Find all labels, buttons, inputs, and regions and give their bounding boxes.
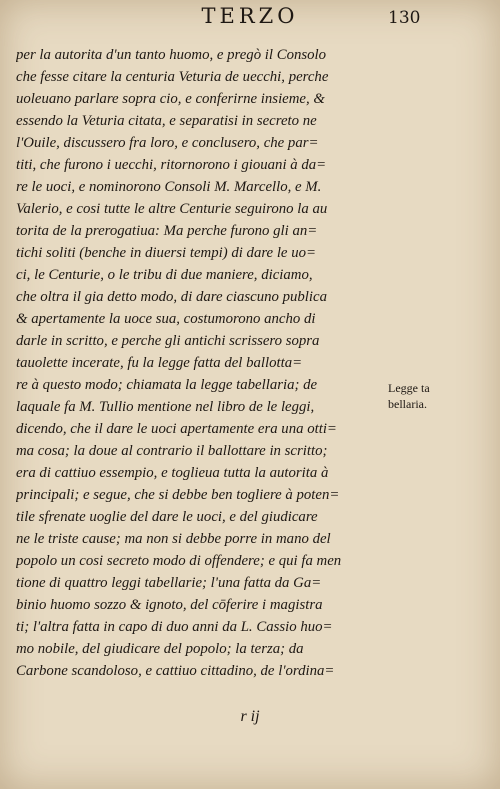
text-line: binio huomo sozzo & ignoto, del cōferire i magistra (16, 597, 323, 613)
text-line: popolo un cosi secreto modo di offendere; e qui fa men (16, 553, 342, 569)
text-line: re le uoci, e nominorono Consoli M. Marcello, e M. (16, 179, 322, 195)
text-line: tile sfrenate uoglie del dare le uoci, e del giudicare (16, 509, 318, 525)
margin-note (388, 380, 496, 412)
text-line: tichi soliti (benche in diuersi tempi) di dare le uo= (16, 245, 316, 261)
text-line: darle in scritto, e perche gli antichi scrissero sopra (16, 333, 320, 349)
text-line: tione di quattro leggi tabellarie; l'una fatta da Ga= (16, 575, 322, 591)
text-line: tauolette incerate, fu la legge fatta del ballotta= (16, 355, 303, 371)
page-number: 130 (388, 8, 421, 28)
text-line: ti; l'altra fatta in capo di duo anni da L. Cassio huo= (16, 619, 333, 635)
margin-note-line: bellaria. (388, 397, 427, 411)
body-text (16, 44, 386, 682)
running-head: TERZO (201, 4, 299, 28)
text-line: Valerio, e cosi tutte le altre Centurie seguirono la au (16, 201, 328, 217)
text-line: che oltra il gia detto modo, di dare ciascuno publica (16, 289, 327, 305)
text-line: ci, le Centurie, o le tribu di due maniere, diciamo, (16, 267, 313, 283)
text-line: ne le triste cause; ma non si debbe porre in mano del (16, 531, 331, 547)
text-line: re à questo modo; chiamata la legge tabellaria; de (16, 377, 318, 393)
signature-mark: r ij (240, 708, 260, 725)
text-line: ma cosa; la doue al contrario il ballottare in scritto; (16, 443, 328, 459)
text-line: & apertamente la uoce sua, costumorono ancho di (16, 311, 316, 327)
text-line: essendo la Veturia citata, e separatisi in secreto ne (16, 113, 317, 129)
text-line: Carbone scandoloso, e cattiuo cittadino, de l'ordina= (16, 663, 335, 679)
text-line: uoleuano parlare sopra cio, e conferirne insieme, & (16, 91, 325, 107)
text-line: era di cattiuo essempio, e toglieua tutta la autorita à (16, 465, 329, 481)
text-line: torita de la prerogatiua: Ma perche furono gli an= (16, 223, 318, 239)
text-line: titi, che furono i uecchi, ritornorono i giouani à da= (16, 157, 327, 173)
margin-note-line: Legge ta (388, 381, 430, 395)
text-line: laquale fa M. Tullio mentione nel libro de le leggi, (16, 399, 315, 415)
text-line: principali; e segue, che si debbe ben togliere à poten= (16, 487, 340, 503)
text-line: per la autorita d'un tanto huomo, e pregò il Consolo (16, 47, 327, 63)
text-line: dicendo, che il dare le uoci apertamente era una otti= (16, 421, 337, 437)
text-line: mo nobile, del giudicare del popolo; la terza; da (16, 641, 304, 657)
text-line: che fesse citare la centuria Veturia de uecchi, perche (16, 69, 329, 85)
text-line: l'Ouile, discussero fra loro, e conclusero, che par= (16, 135, 319, 151)
